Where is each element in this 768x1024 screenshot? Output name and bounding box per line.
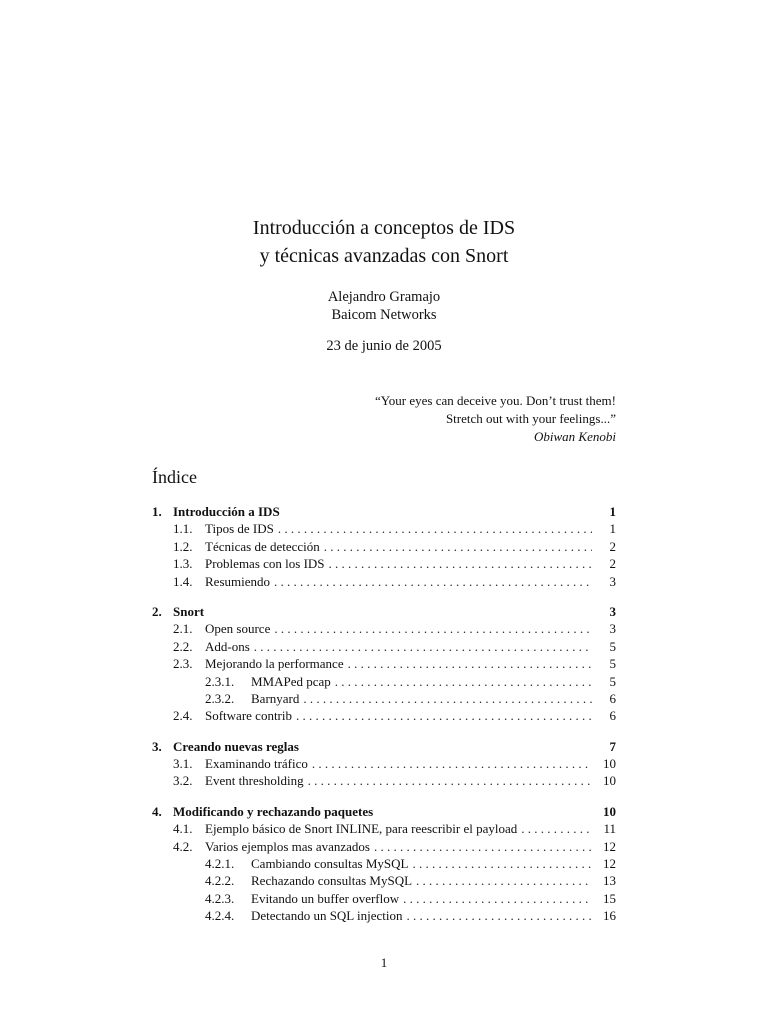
toc-entry-number: 4.2.4. xyxy=(205,908,235,924)
author-affiliation: Baicom Networks xyxy=(331,307,437,323)
toc-entry-page: 3 xyxy=(609,621,616,637)
toc-leader xyxy=(274,620,592,637)
toc-entry-subsection[interactable] xyxy=(152,907,616,924)
toc-entry-subsection[interactable] xyxy=(152,673,616,690)
toc-entry-label: Add-ons xyxy=(205,638,250,654)
toc-entry-page: 15 xyxy=(603,890,616,906)
toc-heading: Índice xyxy=(152,467,197,487)
toc-entry-number: 2.3. xyxy=(173,656,193,672)
toc-entry-page: 7 xyxy=(609,738,616,754)
toc-entry-page: 10 xyxy=(603,773,616,789)
toc-entry-page: 12 xyxy=(603,856,616,872)
epigraph xyxy=(196,392,616,446)
toc-entry-page: 13 xyxy=(603,873,616,889)
toc-entry-page: 5 xyxy=(609,638,616,654)
toc-entry-page: 2 xyxy=(609,538,616,554)
toc-entry-label: Barnyard xyxy=(251,690,300,706)
toc-leader xyxy=(329,555,592,572)
toc-entry-subsection[interactable] xyxy=(152,890,616,907)
toc-entry-number: 2.2. xyxy=(173,638,193,654)
toc-entry-number: 3.1. xyxy=(173,756,193,772)
toc-entry-label: Snort xyxy=(173,603,205,619)
toc-entry-page: 3 xyxy=(609,603,616,619)
toc-entry-section[interactable] xyxy=(152,638,616,655)
author-block xyxy=(0,288,768,324)
toc-entry-label: Modificando y rechazando paquetes xyxy=(173,803,374,819)
toc-leader xyxy=(407,907,592,924)
toc-entry-section[interactable] xyxy=(152,838,616,855)
toc-leader xyxy=(274,573,592,590)
toc-entry-number: 1.1. xyxy=(173,521,193,537)
toc-leader xyxy=(521,820,592,837)
toc-entry-section[interactable] xyxy=(152,620,616,637)
toc-entry-number: 2. xyxy=(152,603,162,619)
toc-entry-section[interactable] xyxy=(152,772,616,789)
toc-leader xyxy=(335,673,592,690)
toc-entry-section[interactable] xyxy=(152,555,616,572)
toc-entry-number: 4.2.3. xyxy=(205,890,235,906)
toc-entry-label: Open source xyxy=(205,621,271,637)
toc-entry-label: Técnicas de detección xyxy=(205,538,320,554)
toc-entry-page: 6 xyxy=(609,690,616,706)
toc-entry-label: Tipos de IDS xyxy=(205,521,274,537)
toc-entry-section[interactable] xyxy=(152,707,616,724)
toc-entry-number: 1.3. xyxy=(173,556,193,572)
toc-entry-number: 1.4. xyxy=(173,573,193,589)
toc-entry-page: 16 xyxy=(603,908,616,924)
title-line-1: Introducción a conceptos de IDS xyxy=(252,217,516,239)
toc-entry-page: 6 xyxy=(609,708,616,724)
toc-leader xyxy=(324,538,592,555)
toc-entry-label: Detectando un SQL injection xyxy=(251,908,403,924)
toc-entry-label: Rechazando consultas MySQL xyxy=(251,873,413,889)
toc-entry-label: Cambiando consultas MySQL xyxy=(251,856,409,872)
toc-entry-label: Mejorando la performance xyxy=(205,656,344,672)
toc-leader xyxy=(303,690,592,707)
toc-entry-number: 1. xyxy=(152,504,162,519)
toc-leader xyxy=(416,872,592,889)
toc-leader xyxy=(412,855,592,872)
epigraph-attribution: Obiwan Kenobi xyxy=(534,429,616,444)
toc-entry-number: 1.2. xyxy=(173,538,193,554)
toc-entry-page: 3 xyxy=(609,573,616,589)
toc-entry-page: 10 xyxy=(603,803,616,819)
toc-entry-number: 4.1. xyxy=(173,821,193,837)
toc-leader xyxy=(348,655,592,672)
toc-leader xyxy=(278,520,592,537)
toc-entry-label: Software contrib xyxy=(205,708,293,724)
toc-entry-number: 4.2.1. xyxy=(205,856,235,872)
toc-entry-chapter[interactable] xyxy=(152,738,616,755)
toc-entry-number: 4.2. xyxy=(173,838,193,854)
toc-entry-subsection[interactable] xyxy=(152,872,616,889)
toc-entry-page: 1 xyxy=(609,504,616,519)
toc-entry-label: Resumiendo xyxy=(205,573,270,589)
toc-entry-label: Varios ejemplos mas avanzados xyxy=(205,838,370,854)
toc-entry-label: Event thresholding xyxy=(205,773,304,789)
toc-entry-label: MMAPed pcap xyxy=(251,673,331,689)
toc-entry-label: Introducción a IDS xyxy=(173,504,280,519)
toc-leader xyxy=(403,890,592,907)
table-of-contents xyxy=(152,503,616,925)
title-line-2: y técnicas avanzadas con Snort xyxy=(259,245,509,267)
author-name: Alejandro Gramajo xyxy=(327,289,441,305)
toc-entry-number: 4. xyxy=(152,803,162,819)
toc-entry-page: 11 xyxy=(603,821,616,837)
toc-entry-page: 1 xyxy=(609,521,616,537)
toc-leader xyxy=(312,755,592,772)
toc-entry-subsection[interactable] xyxy=(152,690,616,707)
toc-entry-number: 4.2.2. xyxy=(205,873,235,889)
document-title xyxy=(0,214,768,270)
toc-entry-section[interactable] xyxy=(152,820,616,837)
toc-entry-section[interactable] xyxy=(152,755,616,772)
toc-leader xyxy=(308,772,592,789)
toc-entry-number: 2.3.2. xyxy=(205,690,235,706)
page-number: 1 xyxy=(380,955,388,970)
toc-entry-section[interactable] xyxy=(152,538,616,555)
toc-entry-number: 2.4. xyxy=(173,708,193,724)
toc-entry-label: Creando nuevas reglas xyxy=(173,738,299,754)
toc-entry-chapter[interactable] xyxy=(152,503,616,520)
toc-entry-page: 12 xyxy=(603,838,616,854)
toc-entry-subsection[interactable] xyxy=(152,855,616,872)
toc-entry-chapter[interactable] xyxy=(152,603,616,620)
toc-entry-label: Evitando un buffer overflow xyxy=(251,890,400,906)
epigraph-line-2: Stretch out with your feelings...” xyxy=(445,411,616,426)
toc-leader xyxy=(374,838,592,855)
epigraph-line-1: “Your eyes can deceive you. Don’t trust them! xyxy=(374,393,616,408)
toc-entry-label: Ejemplo básico de Snort INLINE, para reescribir el payload xyxy=(205,821,518,837)
toc-entry-number: 3.2. xyxy=(173,773,193,789)
toc-entry-section[interactable] xyxy=(152,573,616,590)
document-date: 23 de junio de 2005 xyxy=(326,338,442,354)
toc-entry-page: 2 xyxy=(609,556,616,572)
toc-entry-label: Examinando tráfico xyxy=(205,756,308,772)
toc-leader xyxy=(254,638,592,655)
toc-entry-number: 2.1. xyxy=(173,621,193,637)
toc-entry-page: 5 xyxy=(609,656,616,672)
toc-entry-page: 5 xyxy=(609,673,616,689)
toc-entry-number: 3. xyxy=(152,738,162,754)
toc-leader xyxy=(296,707,592,724)
toc-entry-page: 10 xyxy=(603,756,616,772)
toc-entry-section[interactable] xyxy=(152,520,616,537)
toc-entry-chapter[interactable] xyxy=(152,803,616,820)
toc-entry-section[interactable] xyxy=(152,655,616,672)
toc-entry-number: 2.3.1. xyxy=(205,673,235,689)
toc-entry-label: Problemas con los IDS xyxy=(205,556,325,572)
